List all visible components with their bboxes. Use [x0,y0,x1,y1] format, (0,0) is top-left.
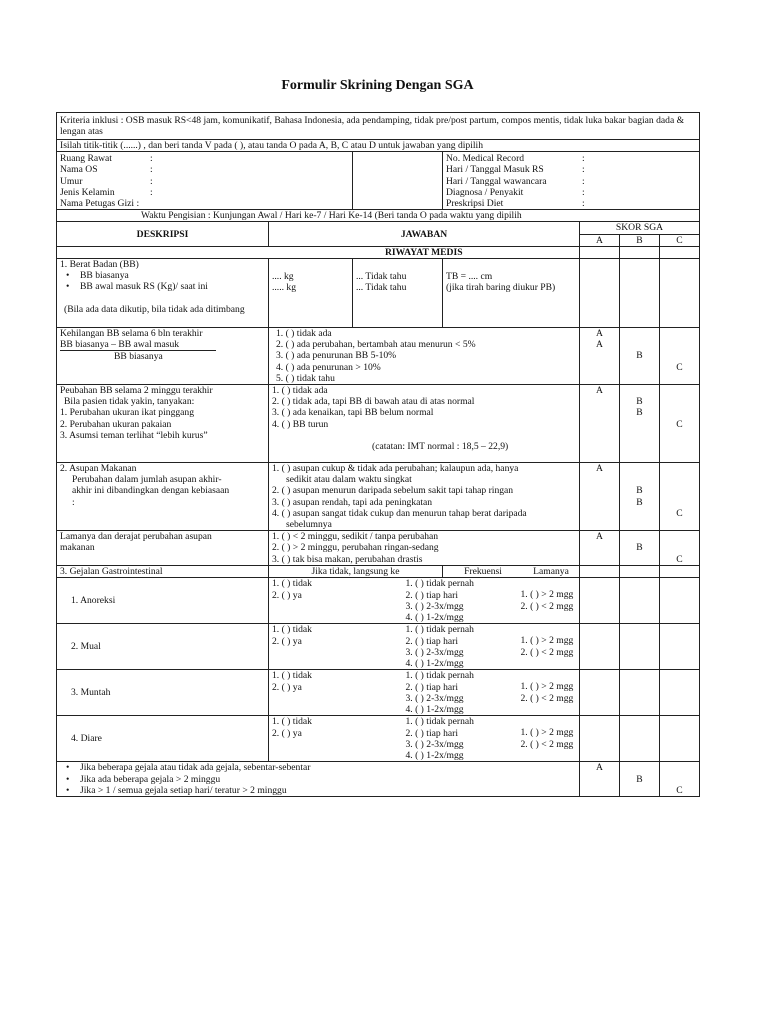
score-mark: C [676,553,683,565]
score-mark [623,531,656,542]
riwayat-row [57,246,700,258]
gejala-item-lama [521,670,580,716]
score-mark [623,419,656,430]
gejala-frek-line: 3. ( ) 2-3x/mgg [405,738,464,750]
score-mark [663,762,696,773]
perubahan-note: (catatan: IMT normal : 18,5 – 22,9) [372,441,509,453]
identitas-kanan-row [446,198,696,209]
gejala-frek-line: 4. ( ) 1-2x/mgg [405,612,464,624]
asupan-score-a [580,463,620,531]
gejala-frek-line: 1. ( ) tidak pernah [405,578,474,590]
score-mark: B [636,773,643,785]
header-a: A [580,234,620,246]
gejala-jika-line: 2. ( ) ya [272,589,302,601]
asupan-desc-4: : [72,496,75,508]
gejala-col-lama: Lamanya [533,566,569,578]
asupan-desc-1: 2. Asupan Makanan [60,463,137,475]
kehilangan-score-a [580,328,620,385]
identitas-kanan-label: Hari / Tanggal wawancara [446,175,547,187]
score-mark [583,362,616,373]
bb-tb-2: (jika tirah baring diukur PB) [446,282,556,294]
gejala-col-jika: Jika tidak, langsung ke [269,566,443,578]
score-mark: A [596,531,603,543]
identitas-kiri-row [60,187,349,198]
gejala-score-cell [580,578,620,624]
score-mark [583,542,616,553]
kriteria-row [57,113,700,140]
score-mark [663,339,696,350]
gejala-lama-line: 2. ( ) < 2 mgg [520,646,574,658]
perubahan-opts [269,385,580,463]
asupan-opts [269,463,580,531]
instruksi-row [57,140,700,152]
option-line: 4. ( ) BB turun [272,418,329,430]
score-mark: C [676,507,683,519]
score-mark [583,419,616,430]
gejala-item-label: 4. Diare [71,733,102,745]
bb-item-biasanya: • BB biasanya [60,270,265,281]
asupan-desc-2: Perubahan dalam jumlah asupan akhir- [72,474,222,486]
perubahan-score-b [620,385,660,463]
gejala-jika-line: 1. ( ) tidak [272,624,312,636]
gejala-item-jika [269,670,403,716]
gejala-jika-line: 1. ( ) tidak [272,716,312,728]
bb-tb [443,259,580,328]
score-mark [663,531,696,542]
gejala-score-cell [660,624,700,670]
gejala-lama-line: 2. ( ) < 2 mgg [520,600,574,612]
gejala-item-lama [521,578,580,624]
score-mark [583,373,616,384]
score-mark [583,407,616,418]
gejala-score-cell [660,670,700,716]
identitas-kiri [57,152,353,210]
option-line: 2. ( ) ada perubahan, bertambah atau menurun < 5% [276,339,476,351]
lamanya-score-a [580,531,620,566]
lamanya-desc-1: Lamanya dan derajat perubahan asupan [60,531,212,543]
score-mark [583,508,616,519]
gejala-lama-line: 2. ( ) < 2 mgg [520,738,574,750]
score-mark: A [596,762,603,774]
gejala-score-cell [660,716,700,762]
score-mark [623,339,656,350]
bb-kg-2: ..... kg [272,282,296,294]
asupan-score-b [620,463,660,531]
option-line: 1. ( ) asupan cukup & tidak ada perubahan; kalaupun ada, hanya [272,463,519,475]
gejala-item-lama [521,624,580,670]
lamanya-row [57,531,700,566]
gejala-score-cell [620,670,660,716]
ringkasan-score-a [580,762,620,797]
score-mark: C [676,418,683,430]
sga-table [56,112,700,578]
gejala-col-frek: Frekuensi [464,566,502,578]
score-mark [583,350,616,361]
gejala-frek-line: 3. ( ) 2-3x/mgg [405,600,464,612]
score-mark [663,373,696,384]
bb-kg [269,259,353,328]
bb-item-awal: • BB awal masuk RS (Kg)/ saat ini [60,281,265,292]
identitas-kanan-label: Preskripsi Diet [446,198,504,210]
bb-tb-1: TB = .... cm [446,271,493,283]
option-line: 3. ( ) ada kenaikan, tapi BB belum normal [272,407,434,419]
gejala-item-jika [269,624,403,670]
lamanya-desc [57,531,269,566]
bb-note: (Bila ada data dikutip, bila tidak ada ditimbang [64,303,245,315]
gejala-frek-line: 3. ( ) 2-3x/mgg [405,692,464,704]
score-mark: B [636,496,643,508]
score-mark [583,497,616,508]
riwayat-label: RIWAYAT MEDIS [269,246,580,258]
gejala-frek-line: 3. ( ) 2-3x/mgg [405,646,464,658]
gejala-jika-line: 1. ( ) tidak [272,670,312,682]
form-title: Formulir Skrining Dengan SGA [281,78,474,93]
kehilangan-score-b [620,328,660,385]
header-row-1 [57,222,700,234]
identitas-kiri-row [60,164,349,175]
score-mark [583,474,616,485]
option-line: 1. ( ) tidak ada [272,385,328,397]
score-mark: A [596,339,603,351]
lamanya-score-b [620,531,660,566]
score-mark: B [636,396,643,408]
score-mark: B [636,485,643,497]
score-mark [623,785,656,796]
gejala-lama-line: 1. ( ) > 2 mgg [520,727,574,739]
identitas-kanan-sep: : [582,175,585,187]
identitas-kanan-row [446,176,696,187]
gejala-table [56,577,700,797]
gejala-item-row [57,624,700,670]
identitas-kiri-sep: : [150,186,153,198]
asupan-desc-3: akhir ini dibandingkan dengan kebiasaan [72,485,230,497]
perubahan-score-c [660,385,700,463]
bb-tt-1: ... Tidak tahu [356,271,407,283]
identitas-kiri-sep: : [150,164,153,176]
score-mark [663,474,696,485]
option-line: 4. ( ) asupan sangat tidak cukup dan menurun tahap berat daripada [272,507,527,519]
option-line: sebelumnya [286,519,332,531]
gejala-jika-line: 2. ( ) ya [272,727,302,739]
ringkasan-score-b [620,762,660,797]
gejala-item-name [57,670,269,716]
score-mark [623,519,656,530]
gejala-frek-line: 2. ( ) tiap hari [405,681,458,693]
bb-tidak-tahu [353,259,443,328]
score-mark [623,508,656,519]
score-mark [663,519,696,530]
identitas-kanan [443,152,700,210]
gejala-item-name [57,578,269,624]
gejala-lama-line: 2. ( ) < 2 mgg [520,692,574,704]
ringkasan-item: • Jika beberapa gejala atau tidak ada gejala, sebentar-sebentar [60,762,576,773]
identitas-kiri-row [60,198,349,209]
score-mark [663,385,696,396]
identitas-kiri-label: Jenis Kelamin [60,186,115,198]
perubahan-desc-4: 2. Perubahan ukuran pakaian [60,418,172,430]
identitas-kiri-label: Nama Petugas Gizi : [60,198,140,210]
gejala-item-row [57,578,700,624]
option-line: 1. ( ) < 2 minggu, sedikit / tanpa perubahan [272,531,439,543]
score-mark [583,396,616,407]
score-mark: C [676,784,683,796]
gejala-frek-line: 2. ( ) tiap hari [405,589,458,601]
kehilangan-desc [57,328,269,385]
bb-title: 1. Berat Badan (BB) [60,259,139,271]
ringkasan-desc [57,762,580,797]
perubahan-score-a [580,385,620,463]
gejala-frek-line: 1. ( ) tidak pernah [405,624,474,636]
identitas-kanan-sep: : [582,153,585,165]
score-mark [663,485,696,496]
gejala-item-frek [403,624,521,670]
score-mark [663,407,696,418]
score-mark [623,385,656,396]
gejala-frek-line: 1. ( ) tidak pernah [405,716,474,728]
identitas-kanan-label: No. Medical Record [446,153,525,165]
perubahan-desc-1: Peubahan BB selama 2 minggu terakhir [60,385,213,397]
bb-tt-2: ... Tidak tahu [356,282,407,294]
gejala-item-row [57,716,700,762]
gejala-item-label: 1. Anoreksi [71,595,116,607]
score-mark [663,328,696,339]
perubahan-desc-3: 1. Perubahan ukuran ikat pinggang [60,407,195,419]
identitas-kanan-row [446,164,696,175]
option-line: 4. ( ) ada penurunan > 10% [276,361,381,373]
gejala-frek-line: 4. ( ) 1-2x/mgg [405,704,464,716]
gejala-frek-line: 4. ( ) 1-2x/mgg [405,750,464,762]
identitas-kanan-sep: : [582,186,585,198]
instruksi-text: Isilah titik-titik (......) , dan beri tanda V pada ( ), atau tanda O pada A, B, C atau D untuk jawaban yang dipilih [57,140,700,152]
identitas-kanan-row [446,187,696,198]
identitas-kiri-row [60,176,349,187]
identitas-kanan-sep: : [582,198,585,210]
gejala-score-cell [620,624,660,670]
gejala-lama-line: 1. ( ) > 2 mgg [520,681,574,693]
gejala-item-lama [521,716,580,762]
gejala-jika-line: 2. ( ) ya [272,681,302,693]
bb-desc [57,259,269,328]
header-deskripsi: DESKRIPSI [57,222,269,246]
score-mark: A [596,385,603,397]
kriteria-text: Kriteria inklusi : OSB masuk RS<48 jam, komunikatif, Bahasa Indonesia, ada pendamping, tidak pre/post partum, compos mentis, tidak luka bakar bagian dada & lengan atas [57,113,700,140]
ringkasan-row [57,762,700,797]
identitas-kiri-sep: : [150,153,153,165]
gejala-score-cell [620,716,660,762]
identitas-kanan-label: Diagnosa / Penyakit [446,186,524,198]
gejala-item-frek [403,716,521,762]
score-mark [583,554,616,565]
option-line: 1. ( ) tidak ada [276,328,332,340]
header-jawaban: JAWABAN [269,222,580,246]
identitas-blank [353,152,443,210]
option-line: 2. ( ) asupan menurun daripada sebelum sakit tapi tahap ringan [272,485,514,497]
gejala-title: 3. Gejalan Gastrointestinal [57,566,269,578]
identitas-kiri-row [60,153,349,164]
header-skor: SKOR SGA [580,222,700,234]
score-mark: A [596,328,603,340]
score-mark [583,519,616,530]
gejala-item-label: 2. Mual [71,641,101,653]
score-mark [623,373,656,384]
identitas-kanan-row [446,153,696,164]
score-mark: B [636,542,643,554]
lamanya-desc-2: makanan [60,542,95,554]
option-line: 5. ( ) tidak tahu [276,372,335,384]
score-mark [623,328,656,339]
kehilangan-opts [269,328,580,385]
score-mark [623,362,656,373]
gejala-jika-line: 1. ( ) tidak [272,578,312,590]
score-mark: B [636,350,643,362]
option-line: 3. ( ) tak bisa makan, perubahan drastis [272,553,423,565]
score-mark [623,463,656,474]
score-mark [583,485,616,496]
lamanya-opts [269,531,580,566]
score-mark [583,785,616,796]
identitas-kiri-label: Umur [60,175,83,187]
gejala-frek-line: 2. ( ) tiap hari [405,635,458,647]
ringkasan-item: • Jika ada beberapa gejala > 2 minggu [60,774,576,785]
option-line: 3. ( ) ada penurunan BB 5-10% [276,350,397,362]
perubahan-desc [57,385,269,463]
gejala-score-cell [620,578,660,624]
score-mark [663,774,696,785]
gejala-item-frek [403,670,521,716]
gejala-score-cell [580,670,620,716]
perubahan-row [57,385,700,463]
gejala-jika-line: 2. ( ) ya [272,635,302,647]
identitas-kiri-label: Nama OS [60,164,98,176]
gejala-item-jika [269,716,403,762]
kehilangan-row [57,328,700,385]
score-mark [623,474,656,485]
gejala-header-row [57,566,700,578]
kehilangan-desc-3: BB biasanya [114,351,163,363]
gejala-frek-line: 2. ( ) tiap hari [405,727,458,739]
option-line: sedikit atau dalam waktu singkat [286,474,412,486]
score-mark [623,762,656,773]
waktu-text: Waktu Pengisian : Kunjungan Awal / Hari ke-7 / Hari Ke-14 (Beri tanda O pada waktu yang dipilih [57,210,700,222]
score-mark [663,542,696,553]
form-page [56,78,699,797]
score-mark [663,396,696,407]
identitas-kiri-label: Ruang Rawat [60,153,112,165]
score-mark: B [636,407,643,419]
identitas-kiri-sep: : [150,175,153,187]
gejala-item-name [57,716,269,762]
gejala-item-jika [269,578,403,624]
gejala-score-cell [660,578,700,624]
gejala-lama-line: 1. ( ) > 2 mgg [520,635,574,647]
kehilangan-score-c [660,328,700,385]
identitas-kanan-sep: : [582,164,585,176]
kehilangan-desc-1: Kehilangan BB selama 6 bln terakhir [60,328,203,340]
score-mark: C [676,361,683,373]
lamanya-score-c [660,531,700,566]
perubahan-desc-5: 3. Asumsi teman terlihat “lebih kurus” [60,429,208,441]
bb-row [57,259,700,328]
asupan-score-c [660,463,700,531]
score-mark [623,554,656,565]
option-line: 2. ( ) tidak ada, tapi BB di bawah atau di atas normal [272,396,475,408]
gejala-item-frek [403,578,521,624]
header-b: B [620,234,660,246]
waktu-row [57,210,700,222]
score-mark: A [596,463,603,475]
ringkasan-score-c [660,762,700,797]
gejala-item-row [57,670,700,716]
gejala-frek-line: 4. ( ) 1-2x/mgg [405,658,464,670]
asupan-row [57,463,700,531]
gejala-score-cell [580,624,620,670]
score-mark [663,350,696,361]
ringkasan-item: • Jika > 1 / semua gejala setiap hari/ teratur > 2 minggu [60,785,576,796]
bb-kg-1: .... kg [272,271,294,283]
gejala-lama-line: 1. ( ) > 2 mgg [520,589,574,601]
header-c: C [660,234,700,246]
score-mark [663,463,696,474]
score-mark [663,497,696,508]
gejala-item-name [57,624,269,670]
gejala-score-cell [580,716,620,762]
perubahan-desc-2: Bila pasien tidak yakin, tanyakan: [64,396,195,408]
score-mark [583,774,616,785]
identitas-kanan-label: Hari / Tanggal Masuk RS [446,164,544,176]
option-line: 3. ( ) asupan rendah, tapi ada peningkatan [272,496,433,508]
asupan-desc [57,463,269,531]
gejala-item-label: 3. Muntah [71,687,111,699]
identitas-row [57,152,700,210]
kehilangan-desc-2: BB biasanya – BB awal masuk [60,339,216,351]
option-line: 2. ( ) > 2 minggu, perubahan ringan-sedang [272,542,439,554]
gejala-frek-line: 1. ( ) tidak pernah [405,670,474,682]
